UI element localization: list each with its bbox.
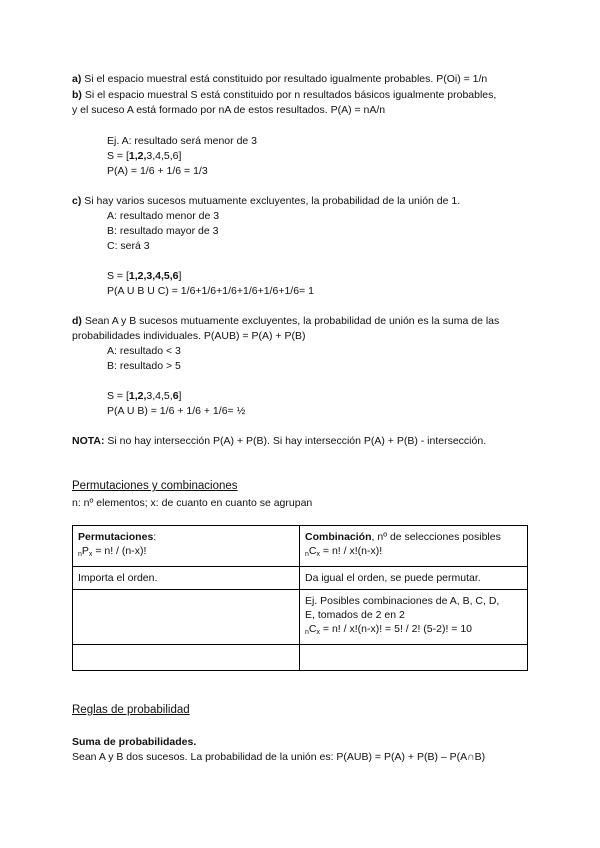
section-heading-rules: Reglas de probabilidad	[72, 704, 190, 716]
table-row	[73, 526, 528, 567]
table-cell: Da igual el orden, se puede permutar.	[300, 567, 528, 590]
rule-b-label: b)	[72, 89, 82, 101]
rule-d-item-b: B: resultado > 5	[107, 360, 181, 372]
rule-d-line1	[72, 314, 499, 328]
rule-b-sample-space: S = [1,2,3,4,5,6]	[107, 150, 182, 162]
rule-a	[72, 72, 487, 86]
section-subtitle-permutations: n: nº elementos; x: de cuanto en cuanto se agrupan	[72, 497, 313, 509]
rule-c	[72, 194, 460, 208]
table-cell-empty	[73, 645, 300, 671]
table-row	[73, 590, 528, 645]
rule-c-sample-space: S = [1,2,3,4,5,6]	[107, 270, 182, 282]
table-cell-empty	[73, 590, 300, 645]
rule-d-item-a: A: resultado < 3	[107, 345, 181, 357]
table-cell-combination-header: Combinación, nº de selecciones posibles $_nC_x = n$! / x!(n-x)!	[300, 526, 528, 567]
rule-c-text: Si hay varios sucesos mutuamente excluyentes, la probabilidad de la unión de 1.	[81, 195, 461, 207]
permutations-table	[72, 525, 528, 671]
table-row	[73, 645, 528, 671]
rule-c-probability: P(A U B U C) = 1/6+1/6+1/6+1/6+1/6+1/6= 1	[107, 285, 314, 297]
note-text: Si no hay intersección P(A) + P(B). Si hay intersección P(A) + P(B) - intersección.	[104, 435, 487, 447]
rule-d-label: d)	[72, 315, 82, 327]
rule-a-text: Si el espacio muestral está constituido por resultado igualmente probables. P(Oi) = 1/n	[81, 73, 488, 85]
table-cell: Importa el orden.	[73, 567, 300, 590]
rule-d-sample-space: S = [1,2,3,4,5,6]	[107, 390, 182, 402]
rule-c-label: c)	[72, 195, 82, 207]
rule-b-probability: P(A) = 1/6 + 1/6 = 1/3	[107, 165, 208, 177]
rule-b-text: Si el espacio muestral S está constituido por n resultados básicos igualmente probables,	[81, 89, 497, 101]
rule-d-line2: probabilidades individuales. P(AUB) = P(A) + P(B)	[72, 330, 306, 342]
note	[72, 434, 486, 448]
rule-c-item-c: C: será 3	[107, 240, 150, 252]
rule-a-label: a)	[72, 73, 82, 85]
rule-b-example: Ej. A: resultado será menor de 3	[107, 135, 257, 147]
rule-d-probability: P(A U B) = 1/6 + 1/6 + 1/6= ½	[107, 405, 246, 417]
table-cell-permutations-header: Permutaciones: $_nP_x = n$! / (n-x)!	[73, 526, 300, 567]
sum-title: Suma de probabilidades.	[72, 736, 197, 748]
sum-text: Sean A y B dos sucesos. La probabilidad de la unión es: P(AUB) = P(A) + P(B) – P(A∩B)	[72, 751, 486, 763]
section-heading-permutations: Permutaciones y combinaciones	[72, 480, 238, 492]
rule-b-line1	[72, 88, 496, 102]
rule-b-line2: y el suceso A está formado por nA de estos resultados. P(A) = nA/n	[72, 104, 386, 116]
table-cell-example: Ej. Posibles combinaciones de A, B, C, D, E, tomados de 2 en 2 $_nC_x = n$! / x!(n-x)! = 5! / 2! (5-2)! = 10	[300, 590, 528, 645]
table-cell-empty	[300, 645, 528, 671]
rule-c-item-b: B: resultado mayor de 3	[107, 225, 219, 237]
note-label: NOTA:	[72, 435, 105, 447]
rule-d-text: Sean A y B sucesos mutuamente excluyentes, la probabilidad de unión es la suma de las	[81, 315, 500, 327]
rule-c-item-a: A: resultado menor de 3	[107, 210, 220, 222]
table-row	[73, 567, 528, 590]
